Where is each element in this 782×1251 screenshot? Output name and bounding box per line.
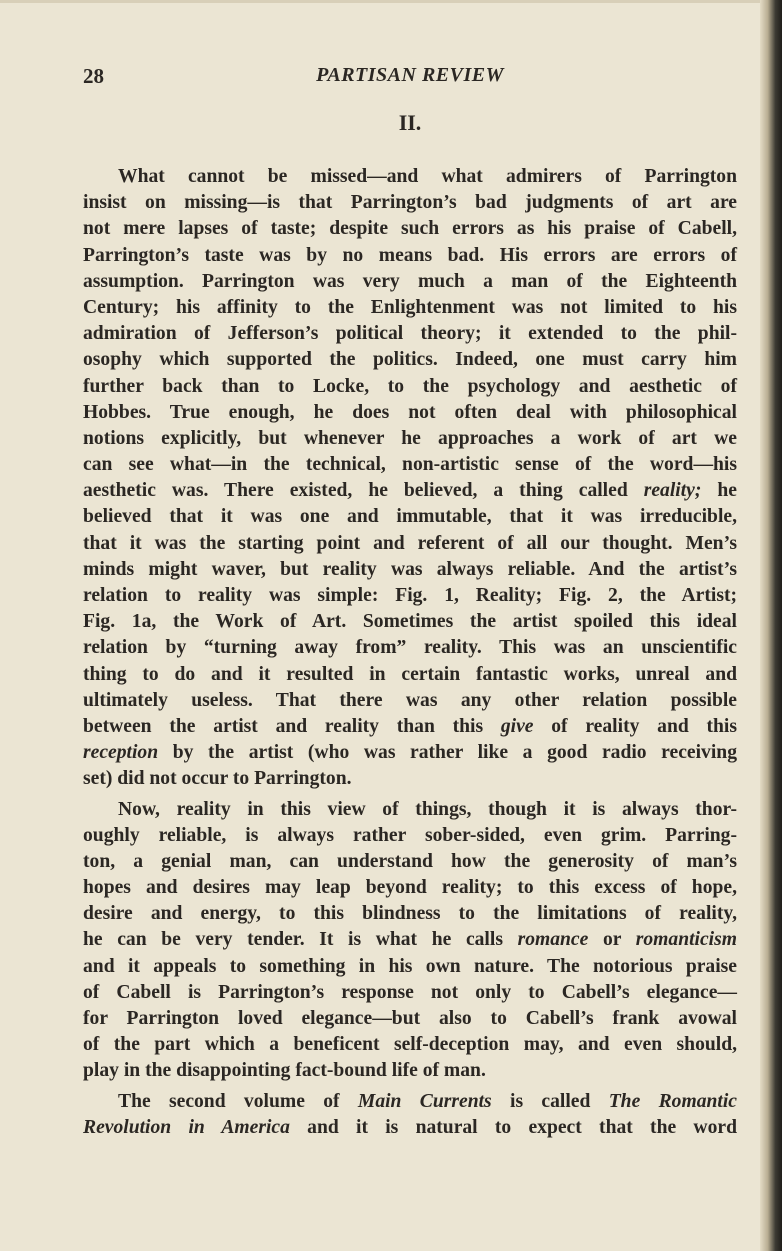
text-run: ton, a genial man, can understand how the generosity of man’s bbox=[83, 850, 737, 872]
text-run: he bbox=[701, 480, 738, 502]
italic-text: give bbox=[500, 715, 534, 737]
text-line bbox=[83, 452, 737, 478]
text-run: not mere lapses of taste; despite such errors as his praise of Cabell, bbox=[83, 218, 737, 240]
text-run: and it appeals to something in his own nature. The notorious praise bbox=[83, 955, 737, 977]
text-run: relation to reality was simple: Fig. 1, Reality; Fig. 2, the Artist; bbox=[83, 585, 737, 606]
text-line bbox=[83, 1006, 737, 1032]
text-line bbox=[83, 927, 737, 953]
italic-text: Main Currents bbox=[357, 1090, 492, 1112]
text-run: of the part which a beneficent self-deception may, and even should, bbox=[83, 1034, 737, 1056]
text-line bbox=[83, 797, 737, 823]
text-run: insist on missing—is that Parrington’s bad judgments of art are bbox=[83, 192, 737, 214]
text-run: Now, reality in this view of things, though it is always thor- bbox=[118, 798, 737, 820]
text-line bbox=[83, 269, 737, 295]
text-line bbox=[83, 980, 737, 1006]
text-run: of reality and this bbox=[533, 715, 737, 737]
text-line bbox=[83, 875, 737, 901]
text-line bbox=[83, 400, 737, 426]
text-run: that it was the starting point and referent of all our thought. Men’s bbox=[83, 532, 737, 554]
italic-text: reception bbox=[83, 742, 159, 764]
text-run: and it is natural to expect that the word bbox=[289, 1116, 737, 1138]
text-line bbox=[83, 295, 737, 321]
text-line bbox=[83, 901, 737, 927]
text-run: hopes and desires may leap beyond reality; to this excess of hope, bbox=[83, 877, 737, 899]
text-run: What cannot be missed—and what admirers of Parrington bbox=[118, 166, 737, 187]
text-run: for Parrington loved elegance—but also to Cabell’s frank avowal bbox=[83, 1008, 737, 1029]
text-run: aesthetic was. There existed, he believed, a thing called bbox=[83, 480, 644, 502]
text-line bbox=[83, 374, 737, 400]
text-line bbox=[83, 347, 737, 373]
text-line bbox=[83, 1032, 737, 1058]
text-run: oughly reliable, is always rather sober-sided, even grim. Parring- bbox=[83, 824, 737, 846]
text-line bbox=[83, 849, 737, 875]
text-run: desire and energy, to this blindness to the limitations of reality, bbox=[83, 903, 737, 925]
text-line bbox=[83, 216, 737, 242]
text-line bbox=[83, 662, 737, 688]
italic-text: Revolution in America bbox=[83, 1116, 290, 1138]
text-line bbox=[83, 714, 737, 740]
text-line bbox=[83, 190, 737, 216]
text-run: minds might waver, but reality was always reliable. And the artist’s bbox=[83, 558, 737, 580]
text-line bbox=[83, 557, 737, 583]
text-line bbox=[83, 740, 737, 766]
text-run: by the artist (who was rather like a good radio receiving bbox=[158, 742, 737, 764]
body-text bbox=[83, 164, 737, 1141]
text-line bbox=[83, 766, 737, 792]
text-run: or bbox=[588, 929, 636, 951]
text-run: The second volume of bbox=[118, 1090, 358, 1112]
text-run: Fig. 1a, the Work of Art. Sometimes the artist spoiled this ideal bbox=[83, 611, 737, 633]
text-run: assumption. Parrington was very much a man of the Eighteenth bbox=[83, 270, 737, 292]
text-run: thing to do and it resulted in certain fantastic works, unreal and bbox=[83, 663, 737, 685]
text-run: ultimately useless. That there was any other relation possible bbox=[83, 689, 737, 711]
text-run: notions explicitly, but whenever he approaches a work of art we bbox=[83, 427, 737, 449]
text-line bbox=[83, 1089, 737, 1115]
text-run: relation by “turning away from” reality. This was an unscientific bbox=[83, 637, 737, 659]
text-line bbox=[83, 609, 737, 635]
italic-text: romance bbox=[517, 929, 589, 951]
section-heading: II. bbox=[398, 110, 422, 135]
text-line bbox=[83, 426, 737, 452]
text-run: Parrington’s taste was by no means bad. His errors are errors of bbox=[83, 244, 737, 266]
page-top-edge bbox=[0, 0, 782, 3]
page-number: 28 bbox=[83, 64, 104, 88]
text-line bbox=[83, 1115, 737, 1141]
text-run: play in the disappointing fact-bound life of man. bbox=[83, 1060, 486, 1082]
text-line bbox=[83, 321, 737, 347]
italic-text: The Romantic bbox=[608, 1090, 737, 1112]
text-line bbox=[83, 1058, 737, 1084]
text-run: Century; his affinity to the Enlightenment was not limited to his bbox=[83, 296, 737, 318]
italic-text: romanticism bbox=[635, 929, 737, 951]
text-run: he can be very tender. It is what he calls bbox=[83, 929, 518, 951]
text-run: set) did not occur to Parrington. bbox=[83, 768, 352, 790]
italic-text: reality; bbox=[643, 480, 702, 502]
text-run: osophy which supported the politics. Indeed, one must carry him bbox=[83, 349, 737, 371]
page-binding-edge bbox=[760, 0, 782, 1251]
text-run: Hobbes. True enough, he does not often deal with philosophical bbox=[83, 401, 737, 423]
text-run: of Cabell is Parrington’s response not only to Cabell’s elegance— bbox=[83, 981, 737, 1003]
text-run: believed that it was one and immutable, that it was irreducible, bbox=[83, 506, 737, 528]
text-line bbox=[83, 164, 737, 190]
text-line bbox=[83, 583, 737, 609]
text-line bbox=[83, 635, 737, 661]
running-head: PARTISAN REVIEW bbox=[316, 64, 504, 86]
text-run: is called bbox=[491, 1090, 609, 1112]
text-run: further back than to Locke, to the psychology and aesthetic of bbox=[83, 375, 737, 397]
text-line bbox=[83, 504, 737, 530]
text-line bbox=[83, 478, 737, 504]
text-line bbox=[83, 954, 737, 980]
text-run: between the artist and reality than this bbox=[83, 715, 501, 737]
text-run: can see what—in the technical, non-artistic sense of the word—his bbox=[83, 454, 737, 476]
text-line bbox=[83, 823, 737, 849]
text-line bbox=[83, 243, 737, 269]
text-line bbox=[83, 688, 737, 714]
text-line bbox=[83, 531, 737, 557]
text-run: admiration of Jefferson’s political theory; it extended to the phil- bbox=[83, 323, 737, 345]
